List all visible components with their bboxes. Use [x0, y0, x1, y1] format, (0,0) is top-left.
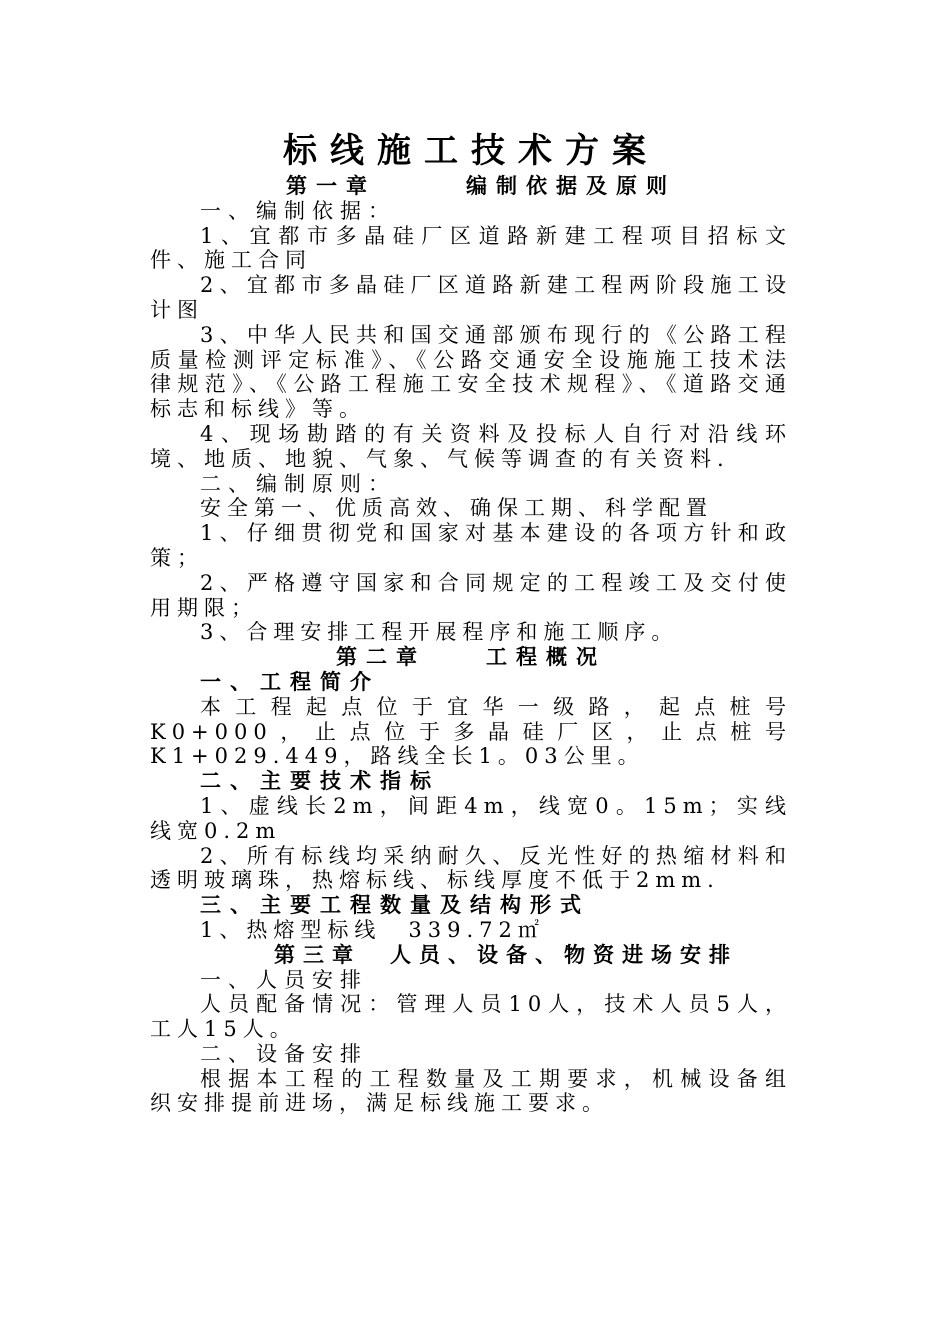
principle-item-2: 2、严格遵守国家和合同规定的工程竣工及交付使用期限；	[150, 570, 792, 620]
document-title: 标线施工技术方案	[283, 131, 659, 171]
basis-item-3: 3、中华人民共和国交通部颁布现行的《公路工程质量检测评定标准》、《公路交通安全设施施工技术法律规范》、《公路工程施工安全技术规程》、《道路交通标志和标线》等。	[150, 322, 792, 422]
section-quantities-heading: 三、主要工程数量及结构形式	[200, 892, 590, 918]
spec-item-2: 2、所有标线均采纳耐久、反光性好的热缩材料和透明玻璃珠，热熔标线、标线厚度不低于2mm.	[150, 843, 792, 893]
section-staff-heading: 一、人员安排	[200, 967, 368, 992]
section-overview-heading: 一、工程简介	[200, 668, 380, 694]
chapter-2-heading: 第二章 工程概况	[336, 644, 606, 670]
chapter-1-heading: 第一章 编制依据及原则	[286, 173, 676, 198]
basis-item-2: 2、宜都市多晶硅厂区道路新建工程两阶段施工设计图	[150, 273, 792, 322]
principle-summary: 安全第一、优质高效、确保工期、科学配置	[200, 496, 713, 521]
principle-item-1: 1、仔细贯彻党和国家对基本建设的各项方针和政策；	[150, 521, 792, 570]
spec-item-1: 1、虚线长2m，间距4m，线宽0。15m；实线线宽0.2m	[150, 793, 792, 843]
quantity-item-1: 1、热熔型标线 339.72㎡	[200, 917, 545, 942]
document-body	[150, 128, 792, 1116]
equipment-details: 根据本工程的工程数量及工期要求，机械设备组织安排提前进场，满足标线施工要求。	[150, 1066, 792, 1116]
staff-details: 人员配备情况：管理人员10人，技术人员5人，工人15人。	[150, 992, 792, 1042]
section-basis-heading: 一、编制依据：	[200, 198, 396, 223]
basis-item-4: 4、现场勘踏的有关资料及投标人自行对沿线环境、地质、地貌、气象、气候等调查的有关资料.	[150, 421, 792, 471]
principle-item-3: 3、合理安排工程开展程序和施工顺序。	[200, 620, 679, 645]
section-specs-heading: 二、主要技术指标	[200, 768, 440, 794]
section-equipment-heading: 二、设备安排	[200, 1041, 368, 1066]
section-principles-heading: 二、编制原则：	[200, 471, 396, 496]
chapter-3-heading: 第三章 人员、设备、物资进场安排	[274, 941, 738, 967]
project-intro: 本工程起点位于宜华一级路，起点桩号K0+000，止点位于多晶硅厂区，止点桩号K1+029.449，路线全长1。03公里。	[150, 694, 792, 769]
basis-item-1: 1、宜都市多晶硅厂区道路新建工程项目招标文件、施工合同	[150, 223, 792, 273]
